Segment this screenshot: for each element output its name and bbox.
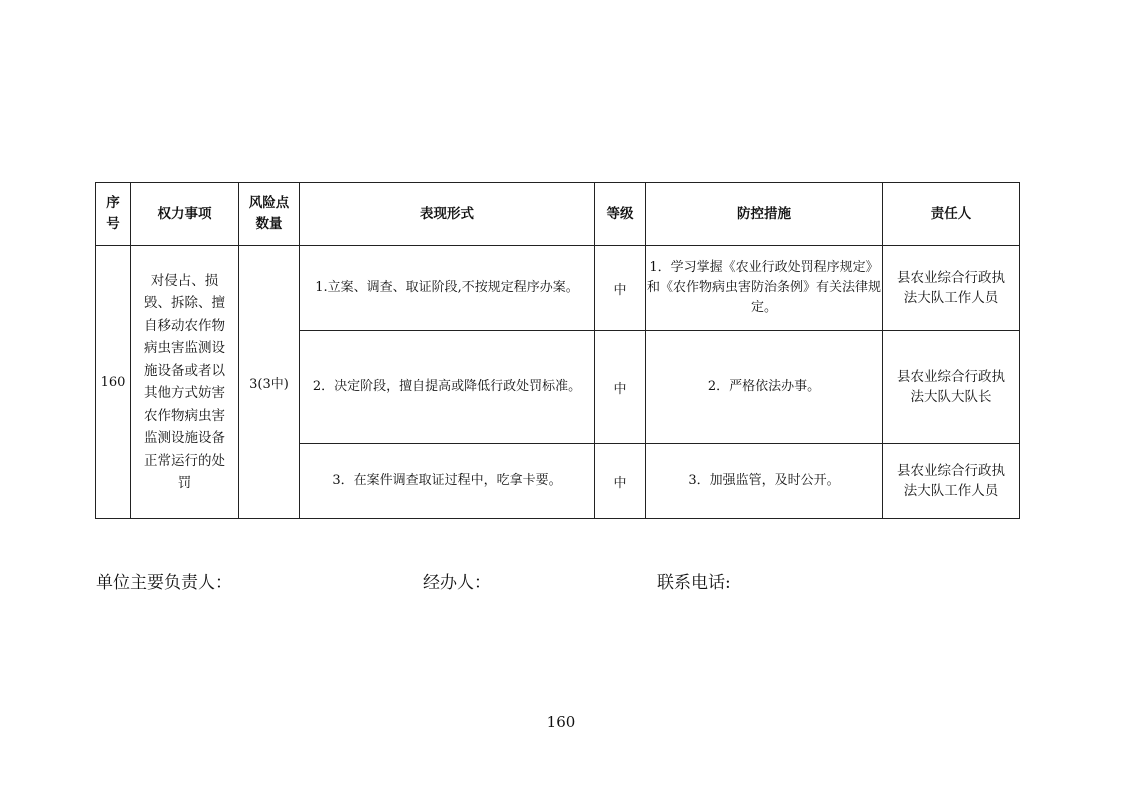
risk-form-cell: 1.立案、调查、取证阶段,不按规定程序办案。 bbox=[300, 246, 595, 331]
header-power: 权力事项 bbox=[131, 183, 239, 246]
table-row bbox=[96, 246, 1020, 331]
header-level: 等级 bbox=[595, 183, 646, 246]
handler-signature-label: 经办人： bbox=[423, 573, 491, 593]
row-power-item: 对侵占、损毁、拆除、擅自移动农作物病虫害监测设施设备或者以其他方式妨害农作物病虫害监测设施设备正常运行的处罚 bbox=[131, 246, 239, 519]
header-responsible: 责任人 bbox=[883, 183, 1020, 246]
risk-level-cell: 中 bbox=[595, 444, 646, 519]
risk-responsible-cell: 县农业综合行政执法大队大队长 bbox=[883, 331, 1020, 444]
risk-measure-cell: 3．加强监管，及时公开。 bbox=[646, 444, 883, 519]
risk-responsible-cell: 县农业综合行政执法大队工作人员 bbox=[883, 246, 1020, 331]
risk-table bbox=[95, 182, 1020, 519]
row-seq: 160 bbox=[96, 246, 131, 519]
row-risk-count: 3(3中) bbox=[239, 246, 300, 519]
risk-level-cell: 中 bbox=[595, 331, 646, 444]
page-number: 160 bbox=[546, 713, 576, 731]
contact-phone-label: 联系电话: bbox=[657, 573, 731, 593]
risk-measure-cell: 2．严格依法办事。 bbox=[646, 331, 883, 444]
risk-measure-cell: 1．学习掌握《农业行政处罚程序规定》和《农作物病虫害防治条例》有关法律规定。 bbox=[646, 246, 883, 331]
header-risk-count: 风险点数量 bbox=[239, 183, 300, 246]
header-form: 表现形式 bbox=[300, 183, 595, 246]
risk-form-cell: 2．决定阶段，擅自提高或降低行政处罚标准。 bbox=[300, 331, 595, 444]
risk-responsible-cell: 县农业综合行政执法大队工作人员 bbox=[883, 444, 1020, 519]
risk-level-cell: 中 bbox=[595, 246, 646, 331]
header-seq: 序号 bbox=[96, 183, 131, 246]
header-measures: 防控措施 bbox=[646, 183, 883, 246]
risk-form-cell: 3．在案件调查取证过程中，吃拿卡要。 bbox=[300, 444, 595, 519]
table-header-row bbox=[96, 183, 1020, 246]
unit-head-signature-label: 单位主要负责人： bbox=[96, 573, 232, 593]
